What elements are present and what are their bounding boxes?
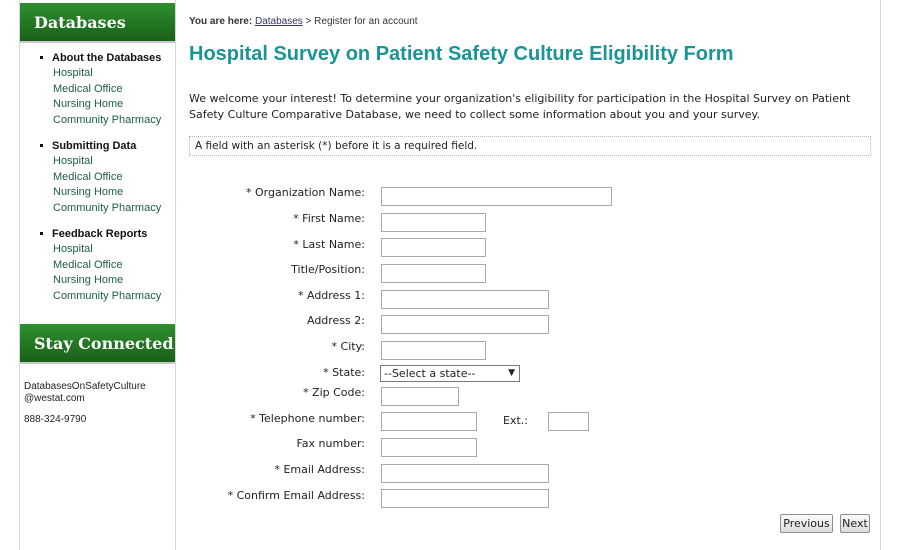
email-input[interactable] xyxy=(381,464,549,483)
breadcrumb xyxy=(189,16,418,27)
label-title-position: Title/Position: xyxy=(291,263,365,276)
title-position-input[interactable] xyxy=(381,264,486,283)
organization-name-input[interactable] xyxy=(381,187,612,206)
sidebar-group-title: Submitting Data xyxy=(20,138,175,154)
sidebar-header-databases: Databases xyxy=(20,3,175,43)
contact-phone: 888-324-9790 xyxy=(24,414,87,425)
sidebar-link-community-pharmacy[interactable]: Community Pharmacy xyxy=(53,113,162,126)
sidebar-link-nursing-home[interactable]: Nursing Home xyxy=(53,186,124,199)
label-address-2: Address 2: xyxy=(306,314,365,327)
dropdown-arrow-icon: ▼ xyxy=(508,368,515,378)
label-fax: Fax number: xyxy=(296,437,365,450)
fax-input[interactable] xyxy=(381,438,477,457)
first-name-input[interactable] xyxy=(381,213,486,232)
sidebar-link-community-pharmacy[interactable]: Community Pharmacy xyxy=(53,201,162,214)
breadcrumb-prefix: You are here: xyxy=(189,16,253,27)
bullet-icon xyxy=(40,232,43,235)
label-telephone: * Telephone number: xyxy=(250,412,365,425)
sidebar-link-hospital[interactable]: Hospital xyxy=(53,243,93,255)
next-button[interactable]: Next xyxy=(840,514,870,533)
last-name-input[interactable] xyxy=(381,238,486,257)
left-gutter xyxy=(0,0,19,550)
sidebar-link-medical-office[interactable]: Medical Office xyxy=(53,258,123,271)
sidebar-group-feedback xyxy=(20,226,175,304)
sidebar-group-about xyxy=(20,50,175,128)
state-select[interactable] xyxy=(380,365,520,382)
sidebar-group-title: About the Databases xyxy=(20,50,175,66)
label-organization-name: * Organization Name: xyxy=(246,186,365,199)
address-1-input[interactable] xyxy=(381,290,549,309)
page-title: Hospital Survey on Patient Safety Culture Eligibility Form xyxy=(189,43,734,65)
bullet-icon xyxy=(40,56,43,59)
sidebar-link-hospital[interactable]: Hospital xyxy=(53,67,93,79)
sidebar-group-submitting xyxy=(20,138,175,216)
sidebar-link-medical-office[interactable]: Medical Office xyxy=(53,82,123,95)
bullet-icon xyxy=(40,144,43,147)
required-field-note: A field with an asterisk (*) before it is a required field. xyxy=(189,136,871,156)
label-state: * State: xyxy=(323,366,365,379)
intro-text: We welcome your interest! To determine your organization's eligibility for participation in the Hospital Survey on Patient Safety Culture Comparative Database, we need to collect some information about you and your survey. xyxy=(189,92,851,121)
previous-button[interactable]: Previous xyxy=(780,514,833,533)
zip-code-input[interactable] xyxy=(381,387,459,406)
sidebar-header-stay-connected: Stay Connected xyxy=(20,324,175,364)
breadcrumb-current: Register for an account xyxy=(314,16,418,27)
contact-email-line2: @westat.com xyxy=(24,393,85,404)
label-ext: Ext.: xyxy=(503,414,528,427)
sidebar-link-medical-office[interactable]: Medical Office xyxy=(53,170,123,183)
ext-input[interactable] xyxy=(548,412,589,431)
right-divider xyxy=(880,0,881,550)
sidebar-link-community-pharmacy[interactable]: Community Pharmacy xyxy=(53,289,162,302)
address-2-input[interactable] xyxy=(381,315,549,334)
sidebar-group-title: Feedback Reports xyxy=(20,226,175,242)
state-select-value: --Select a state-- xyxy=(384,367,476,380)
sidebar xyxy=(19,0,176,550)
breadcrumb-separator: > xyxy=(305,16,312,27)
sidebar-link-nursing-home[interactable]: Nursing Home xyxy=(53,274,124,287)
label-confirm-email: * Confirm Email Address: xyxy=(227,489,365,502)
contact-email-line1: DatabasesOnSafetyCulture xyxy=(24,381,146,392)
confirm-email-input[interactable] xyxy=(381,489,549,508)
label-city: * City: xyxy=(331,340,365,353)
label-zip-code: * Zip Code: xyxy=(303,386,365,399)
label-email: * Email Address: xyxy=(274,463,365,476)
city-input[interactable] xyxy=(381,341,486,360)
sidebar-link-hospital[interactable]: Hospital xyxy=(53,155,93,167)
contact-email[interactable] xyxy=(24,381,146,405)
sidebar-link-nursing-home[interactable]: Nursing Home xyxy=(53,98,124,111)
label-last-name: * Last Name: xyxy=(293,238,365,251)
label-first-name: * First Name: xyxy=(293,212,365,225)
breadcrumb-link-databases[interactable]: Databases xyxy=(254,16,303,27)
label-address-1: * Address 1: xyxy=(297,289,365,302)
